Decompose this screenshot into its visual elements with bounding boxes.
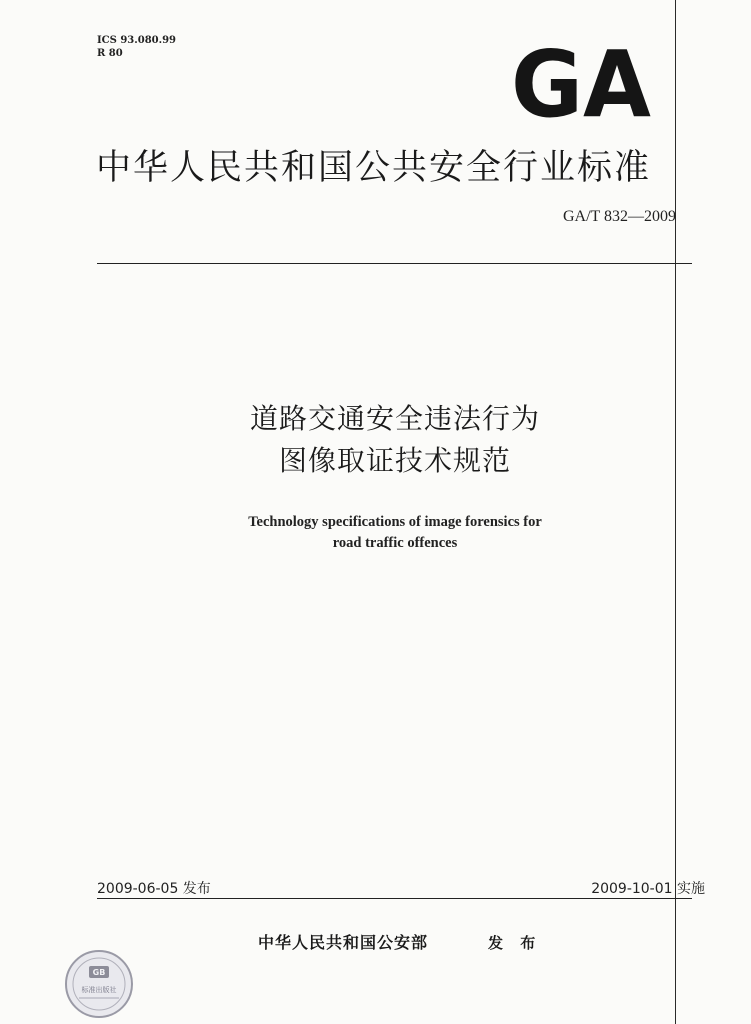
chinese-title <box>0 398 751 482</box>
publisher-seal-stamp <box>63 948 135 1020</box>
ga-logo <box>510 42 652 122</box>
implementation-date: 2009-10-01 实施 <box>591 881 705 897</box>
issuer-heading: 中华人民共和国公共安全行业标准 <box>96 148 652 188</box>
chinese-title-line-1: 道路交通安全违法行为 <box>249 402 540 435</box>
ga-logo-text: GA <box>511 42 651 122</box>
english-title-line-2: road traffic offences <box>332 535 458 551</box>
classification-codes <box>97 34 176 60</box>
publication-date: 2009-06-05 发布 <box>97 881 211 897</box>
english-title <box>0 512 751 554</box>
footer-divider <box>97 898 692 899</box>
svg-text:标准出版社: 标准出版社 <box>81 986 117 994</box>
ccs-code: R 80 <box>97 48 123 59</box>
publisher-name: 中华人民共和国公安部 <box>258 933 429 952</box>
chinese-title-line-2: 图像取证技术规范 <box>278 444 511 477</box>
ics-code: ICS 93.080.99 <box>97 35 177 46</box>
header-divider <box>97 263 692 264</box>
svg-text:GB: GB <box>92 968 106 977</box>
english-title-line-1: Technology specifications of image forensics for <box>248 514 542 530</box>
publisher-verb: 发 布 <box>488 934 542 952</box>
standard-number: GA/T 832—2009 <box>562 208 676 225</box>
